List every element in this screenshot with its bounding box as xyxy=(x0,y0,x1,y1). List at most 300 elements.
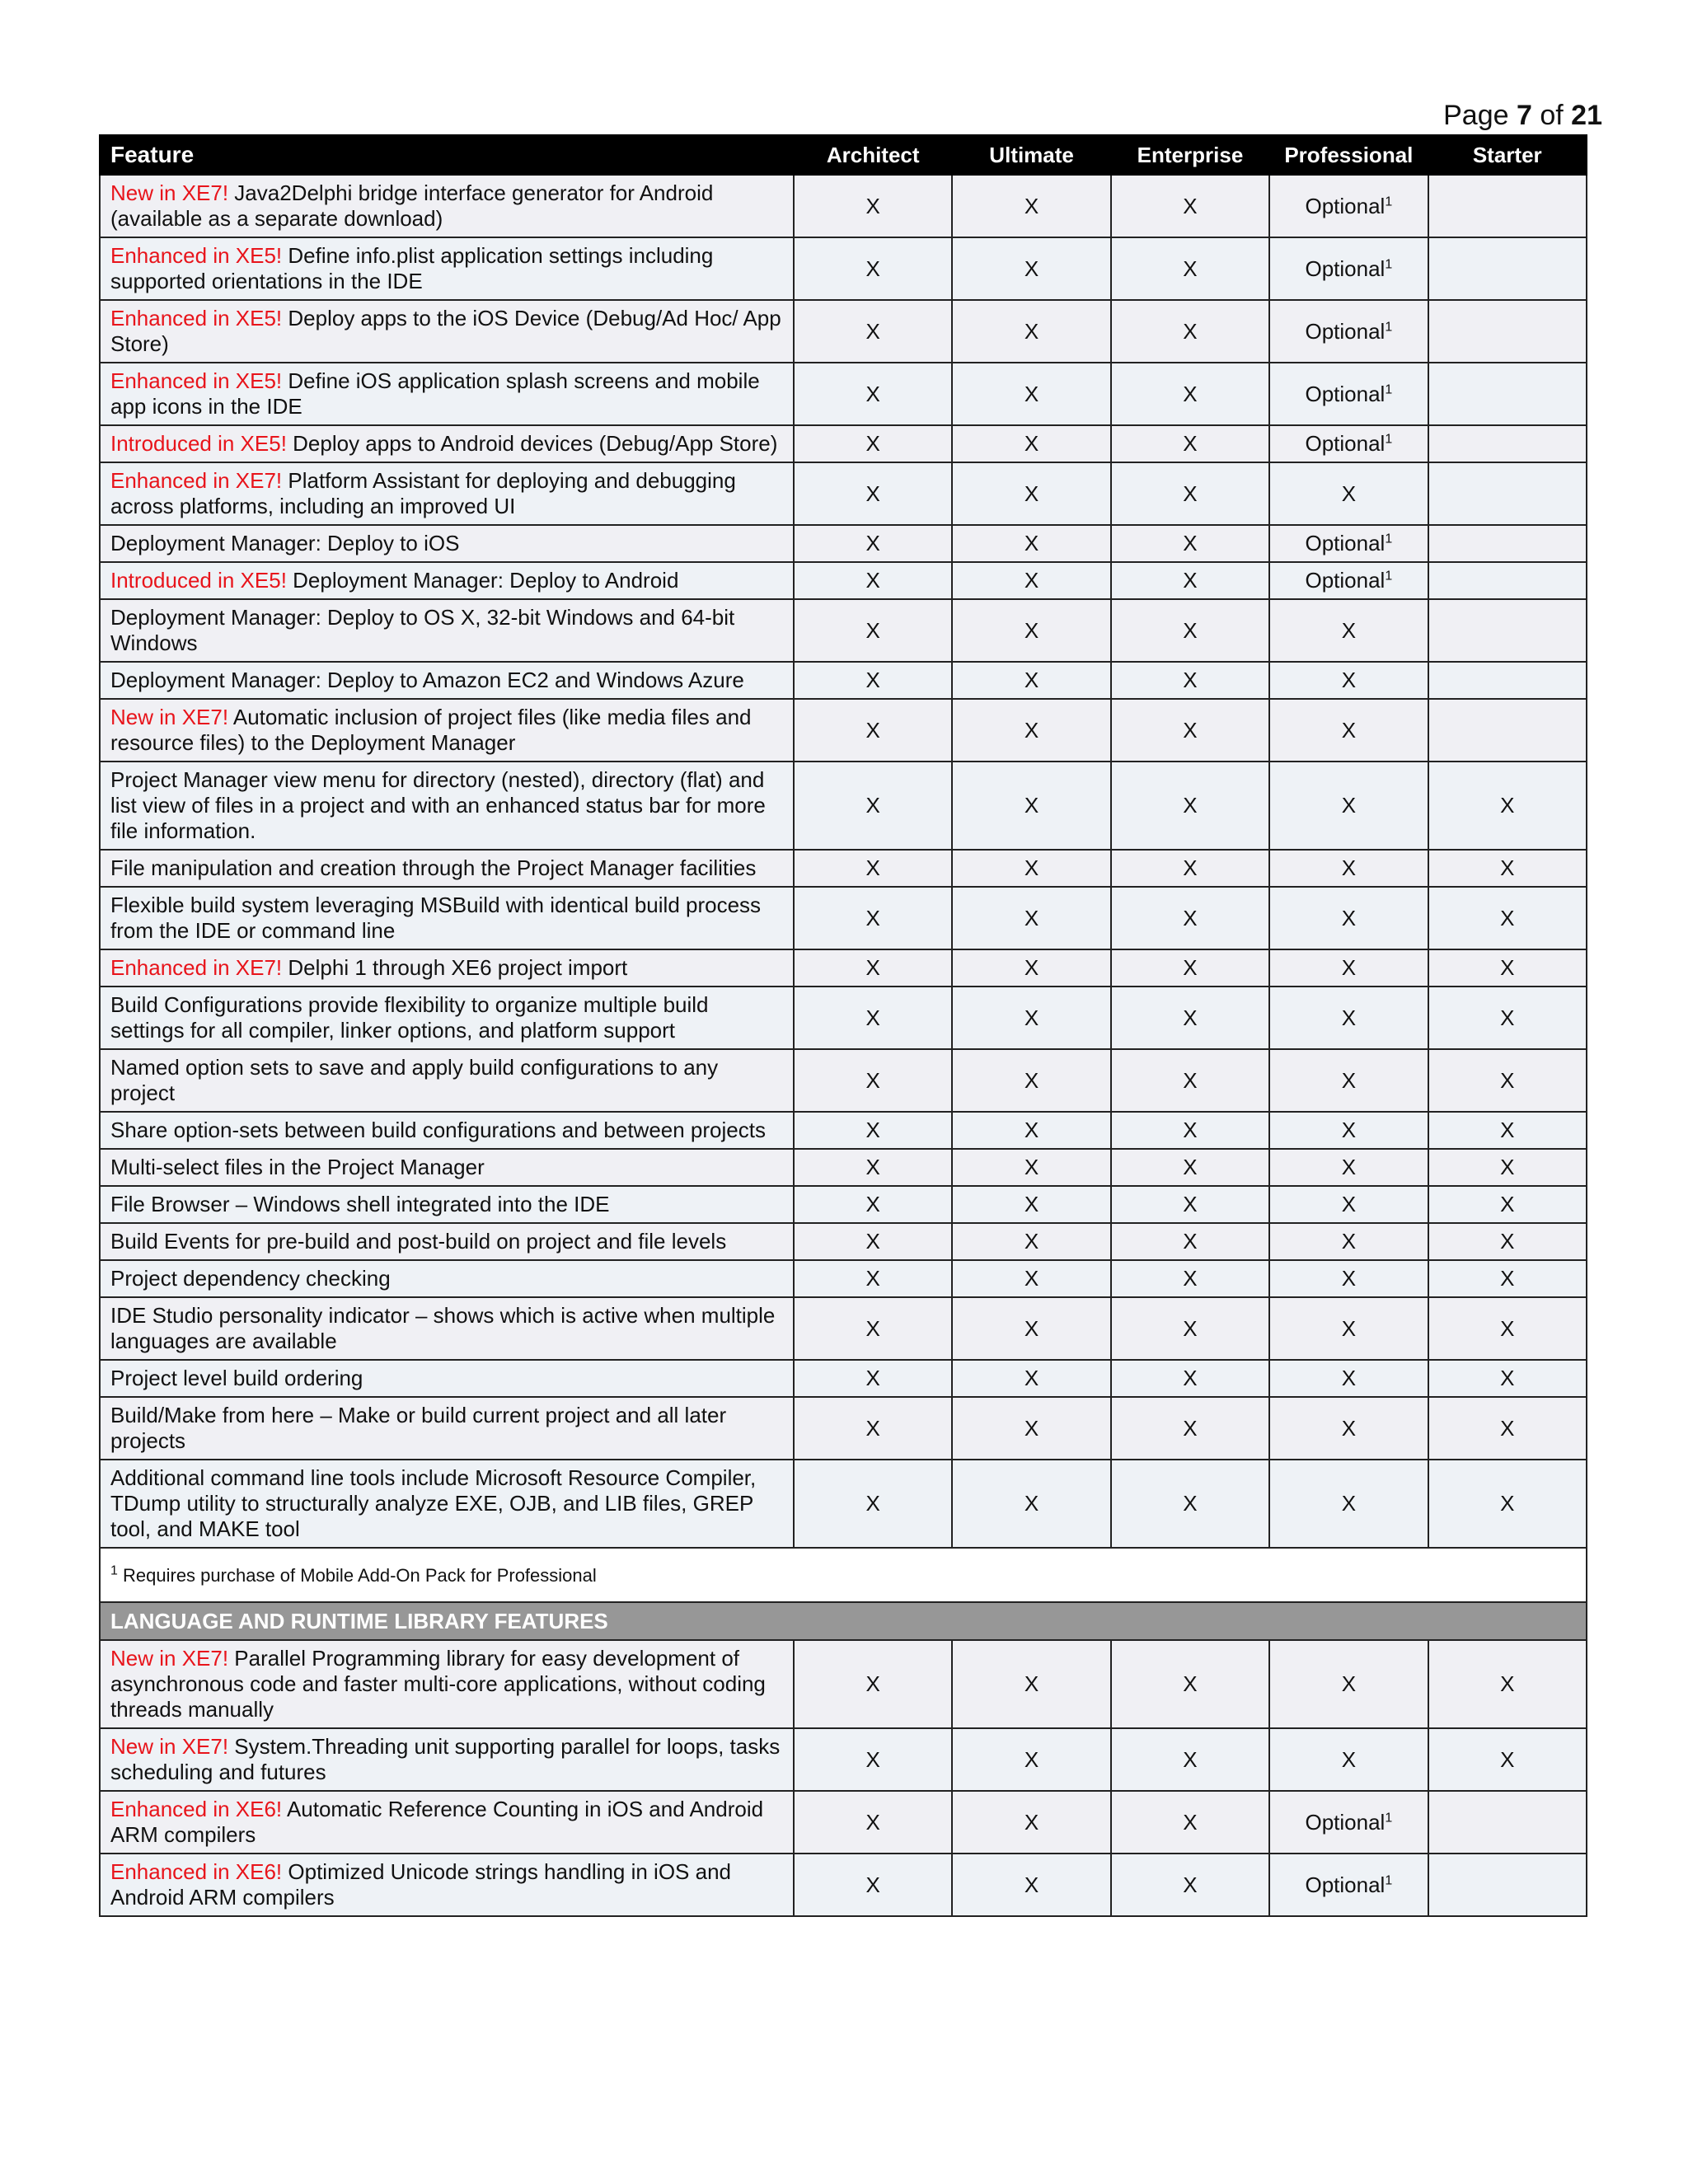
feature-cell xyxy=(100,1186,794,1223)
header-feature: Feature xyxy=(100,135,794,175)
edition-mark-cell xyxy=(1428,1640,1587,1728)
edition-mark-cell xyxy=(952,987,1110,1049)
edition-mark-cell xyxy=(1269,887,1428,949)
edition-mark-cell xyxy=(1428,525,1587,562)
edition-mark: X xyxy=(1024,1315,1039,1341)
edition-mark-cell xyxy=(952,1728,1110,1791)
edition-mark-cell xyxy=(1111,1112,1269,1149)
edition-mark: X xyxy=(1183,1366,1198,1390)
edition-mark-cell xyxy=(794,1791,952,1854)
feature-tag: Enhanced in XE5! xyxy=(110,368,283,393)
edition-mark-cell xyxy=(794,1149,952,1186)
feature-tag: New in XE7! xyxy=(110,180,229,205)
edition-mark-cell xyxy=(794,1728,952,1791)
edition-mark-cell xyxy=(1428,1397,1587,1460)
edition-mark: X xyxy=(1500,905,1515,930)
table-row xyxy=(100,949,1587,987)
feature-cell xyxy=(100,525,794,562)
table-row xyxy=(100,562,1587,599)
table-row xyxy=(100,1360,1587,1397)
footnote-ref: 1 xyxy=(1385,319,1393,334)
footnote-ref: 1 xyxy=(1385,1872,1393,1887)
table-row xyxy=(100,363,1587,425)
edition-mark: X xyxy=(1500,1192,1515,1216)
edition-mark: X xyxy=(1024,381,1039,406)
edition-mark-cell xyxy=(794,237,952,300)
edition-mark: X xyxy=(1183,568,1198,593)
footnote-ref: 1 xyxy=(1385,256,1393,271)
edition-mark: X xyxy=(865,855,880,880)
edition-mark-cell xyxy=(1428,1112,1587,1149)
edition-mark-cell xyxy=(1269,949,1428,987)
edition-mark: Optional xyxy=(1305,193,1386,218)
edition-mark: X xyxy=(1183,1155,1198,1179)
table-row xyxy=(100,1728,1587,1791)
edition-mark-cell xyxy=(1111,762,1269,850)
table-row xyxy=(100,1260,1587,1297)
edition-mark-cell xyxy=(1428,949,1587,987)
edition-mark: X xyxy=(1183,905,1198,930)
edition-mark-cell xyxy=(794,562,952,599)
table-row xyxy=(100,1049,1587,1112)
edition-mark: X xyxy=(1024,480,1039,506)
feature-text: System.Threading unit supporting parallel for loops, tasks scheduling and futures xyxy=(110,1734,781,1784)
table-body-ide-features xyxy=(100,175,1587,1548)
edition-mark-cell xyxy=(794,425,952,462)
edition-mark-cell xyxy=(1111,1360,1269,1397)
feature-cell xyxy=(100,363,794,425)
edition-mark-cell xyxy=(1111,699,1269,762)
edition-mark-cell xyxy=(952,562,1110,599)
edition-mark: X xyxy=(865,1067,880,1093)
edition-mark: X xyxy=(865,1229,880,1254)
feature-text: File manipulation and creation through the Project Manager facilities xyxy=(110,855,757,880)
edition-mark-cell xyxy=(1428,662,1587,699)
edition-mark: X xyxy=(1183,855,1198,880)
edition-mark: Optional xyxy=(1305,381,1386,406)
feature-cell xyxy=(100,425,794,462)
edition-mark: X xyxy=(1183,1005,1198,1030)
feature-cell xyxy=(100,887,794,949)
feature-cell xyxy=(100,1640,794,1728)
edition-mark: X xyxy=(1024,1671,1039,1696)
edition-mark-cell xyxy=(1428,462,1587,525)
feature-cell xyxy=(100,237,794,300)
edition-mark-cell xyxy=(1428,562,1587,599)
edition-mark: X xyxy=(865,668,880,692)
edition-mark: Optional xyxy=(1305,531,1386,555)
edition-mark-cell xyxy=(952,1049,1110,1112)
edition-mark-cell xyxy=(952,850,1110,887)
edition-mark: X xyxy=(865,1315,880,1341)
edition-mark: X xyxy=(1024,955,1039,980)
edition-mark-cell xyxy=(1428,1223,1587,1260)
edition-mark-cell xyxy=(952,1186,1110,1223)
edition-mark: X xyxy=(1024,1155,1039,1179)
feature-cell xyxy=(100,949,794,987)
edition-mark: X xyxy=(1024,668,1039,692)
feature-cell xyxy=(100,599,794,662)
edition-mark-cell xyxy=(794,1223,952,1260)
edition-mark: X xyxy=(1183,431,1198,456)
feature-cell xyxy=(100,662,794,699)
edition-mark-cell xyxy=(1111,562,1269,599)
feature-cell xyxy=(100,1297,794,1360)
feature-matrix-table xyxy=(99,134,1587,1917)
edition-mark-cell xyxy=(1428,1049,1587,1112)
edition-mark-cell xyxy=(1269,1186,1428,1223)
edition-mark-cell xyxy=(794,987,952,1049)
edition-mark: X xyxy=(1341,793,1357,818)
edition-mark-cell xyxy=(794,1112,952,1149)
feature-cell xyxy=(100,462,794,525)
edition-mark: X xyxy=(1341,1229,1357,1254)
footnote-cell xyxy=(100,1548,1587,1602)
table-row xyxy=(100,762,1587,850)
edition-mark-cell xyxy=(952,887,1110,949)
edition-mark-cell xyxy=(1111,237,1269,300)
edition-mark-cell xyxy=(1428,363,1587,425)
edition-mark-cell xyxy=(1269,850,1428,887)
edition-mark-cell xyxy=(1428,237,1587,300)
footnote-row xyxy=(100,1548,1587,1602)
edition-mark: X xyxy=(1024,1266,1039,1291)
edition-mark-cell xyxy=(794,1397,952,1460)
edition-mark-cell xyxy=(1428,887,1587,949)
edition-mark-cell xyxy=(1111,1397,1269,1460)
feature-cell xyxy=(100,1460,794,1548)
feature-text: IDE Studio personality indicator – shows which is active when multiple languages are available xyxy=(110,1303,776,1353)
edition-mark-cell xyxy=(1111,987,1269,1049)
page-total: 21 xyxy=(1571,100,1602,131)
edition-mark: X xyxy=(1341,617,1357,643)
edition-mark-cell xyxy=(794,1049,952,1112)
edition-mark: X xyxy=(1183,1872,1198,1897)
header-starter: Starter xyxy=(1428,135,1587,175)
edition-mark: X xyxy=(1183,668,1198,692)
edition-mark-cell xyxy=(1269,425,1428,462)
edition-mark: X xyxy=(865,617,880,643)
edition-mark: X xyxy=(1500,1005,1515,1030)
edition-mark-cell xyxy=(952,237,1110,300)
header-ultimate: Ultimate xyxy=(952,135,1110,175)
edition-mark-cell xyxy=(952,662,1110,699)
edition-mark-cell xyxy=(1111,300,1269,363)
edition-mark: X xyxy=(865,431,880,456)
feature-cell xyxy=(100,1049,794,1112)
edition-mark-cell xyxy=(1111,1186,1269,1223)
edition-mark: X xyxy=(1500,1266,1515,1291)
edition-mark: Optional xyxy=(1305,318,1386,344)
edition-mark-cell xyxy=(794,762,952,850)
edition-mark-cell xyxy=(1269,462,1428,525)
edition-mark: X xyxy=(1183,1491,1198,1516)
edition-mark: X xyxy=(865,1746,880,1772)
feature-text: Define iOS application splash screens and mobile app icons in the IDE xyxy=(110,368,760,419)
feature-tag: New in XE7! xyxy=(110,1646,229,1671)
edition-mark: X xyxy=(1500,1229,1515,1254)
edition-mark: Optional xyxy=(1305,255,1386,281)
edition-mark-cell xyxy=(1428,987,1587,1049)
edition-mark: X xyxy=(865,193,880,218)
feature-tag: Introduced in XE5! xyxy=(110,431,287,456)
edition-mark-cell xyxy=(794,1297,952,1360)
edition-mark: X xyxy=(1500,855,1515,880)
edition-mark: X xyxy=(865,568,880,593)
edition-mark: X xyxy=(1341,1192,1357,1216)
edition-mark: X xyxy=(1024,1118,1039,1142)
footnote-ref: 1 xyxy=(1385,432,1393,447)
edition-mark-cell xyxy=(1428,1360,1587,1397)
edition-mark-cell xyxy=(1111,363,1269,425)
edition-mark-cell xyxy=(1111,175,1269,237)
header-enterprise: Enterprise xyxy=(1111,135,1269,175)
feature-text: Java2Delphi bridge interface generator for Android (available as a separate download) xyxy=(110,180,714,231)
edition-mark-cell xyxy=(1269,525,1428,562)
feature-cell xyxy=(100,1728,794,1791)
edition-mark-cell xyxy=(1269,699,1428,762)
edition-mark: X xyxy=(1341,480,1357,506)
edition-mark: X xyxy=(865,381,880,406)
edition-mark: X xyxy=(1183,1266,1198,1291)
feature-text: Project dependency checking xyxy=(110,1266,391,1291)
edition-mark: X xyxy=(1024,855,1039,880)
edition-mark-cell xyxy=(952,175,1110,237)
edition-mark-cell xyxy=(1269,175,1428,237)
feature-text: Share option-sets between build configurations and between projects xyxy=(110,1118,766,1142)
edition-mark-cell xyxy=(794,1260,952,1297)
edition-mark-cell xyxy=(1111,887,1269,949)
footnote-text: Requires purchase of Mobile Add-On Pack for Professional xyxy=(117,1564,597,1586)
edition-mark-cell xyxy=(1269,1728,1428,1791)
page-current: 7 xyxy=(1516,100,1532,131)
edition-mark-cell xyxy=(952,300,1110,363)
edition-mark: X xyxy=(1024,1067,1039,1093)
feature-text: Flexible build system leveraging MSBuild with identical build process from the IDE or command line xyxy=(110,893,762,943)
edition-mark-cell xyxy=(1428,850,1587,887)
feature-tag: Enhanced in XE6! xyxy=(110,1797,283,1821)
edition-mark: X xyxy=(1341,1067,1357,1093)
feature-text: Automatic inclusion of project files (like media files and resource files) to the Deployment Manager xyxy=(110,705,752,755)
edition-mark: X xyxy=(1341,717,1357,743)
edition-mark-cell xyxy=(1269,599,1428,662)
edition-mark-cell xyxy=(952,1223,1110,1260)
edition-mark-cell xyxy=(952,425,1110,462)
edition-mark-cell xyxy=(794,363,952,425)
edition-mark: X xyxy=(1024,1746,1039,1772)
feature-cell xyxy=(100,175,794,237)
edition-mark-cell xyxy=(1111,1297,1269,1360)
edition-mark-cell xyxy=(952,525,1110,562)
edition-mark-cell xyxy=(1111,1640,1269,1728)
table-row xyxy=(100,887,1587,949)
edition-mark: X xyxy=(1341,1491,1357,1516)
edition-mark-cell xyxy=(1428,699,1587,762)
feature-text: Multi-select files in the Project Manager xyxy=(110,1155,485,1179)
feature-tag: New in XE7! xyxy=(110,705,229,729)
edition-mark: X xyxy=(1500,793,1515,818)
feature-cell xyxy=(100,300,794,363)
edition-mark: X xyxy=(1500,1746,1515,1772)
edition-mark-cell xyxy=(1269,300,1428,363)
edition-mark-cell xyxy=(1269,1460,1428,1548)
edition-mark-cell xyxy=(1269,762,1428,850)
edition-mark-cell xyxy=(1111,850,1269,887)
edition-mark-cell xyxy=(1269,1397,1428,1460)
edition-mark: X xyxy=(1183,1315,1198,1341)
edition-mark: X xyxy=(1500,1415,1515,1441)
edition-mark: X xyxy=(1183,480,1198,506)
edition-mark: X xyxy=(1341,1118,1357,1142)
table-body-language-features xyxy=(100,1640,1587,1916)
edition-mark: X xyxy=(1183,1671,1198,1696)
table-row xyxy=(100,1460,1587,1548)
edition-mark: X xyxy=(865,1415,880,1441)
feature-tag: Introduced in XE5! xyxy=(110,568,287,593)
edition-mark-cell xyxy=(1111,1223,1269,1260)
edition-mark: X xyxy=(1024,193,1039,218)
feature-cell xyxy=(100,1260,794,1297)
edition-mark: X xyxy=(865,1266,880,1291)
feature-cell xyxy=(100,1223,794,1260)
edition-mark-cell xyxy=(1428,175,1587,237)
table-row xyxy=(100,1112,1587,1149)
table-row xyxy=(100,662,1587,699)
edition-mark-cell xyxy=(1269,1360,1428,1397)
footnote-ref: 1 xyxy=(1385,194,1393,209)
feature-tag: Enhanced in XE5! xyxy=(110,243,283,268)
footnote-ref: 1 xyxy=(1385,569,1393,583)
edition-mark-cell xyxy=(952,1397,1110,1460)
edition-mark-cell xyxy=(1428,1854,1587,1916)
edition-mark: X xyxy=(1183,1415,1198,1441)
edition-mark: X xyxy=(865,905,880,930)
feature-tag: New in XE7! xyxy=(110,1734,229,1759)
feature-cell xyxy=(100,762,794,850)
edition-mark-cell xyxy=(952,462,1110,525)
edition-mark-cell xyxy=(1428,1791,1587,1854)
edition-mark: X xyxy=(1500,1067,1515,1093)
edition-mark: X xyxy=(1500,1366,1515,1390)
edition-mark-cell xyxy=(794,599,952,662)
edition-mark-cell xyxy=(952,1854,1110,1916)
edition-mark-cell xyxy=(1111,1854,1269,1916)
edition-mark: X xyxy=(1024,431,1039,456)
edition-mark-cell xyxy=(1111,662,1269,699)
edition-mark-cell xyxy=(794,887,952,949)
table-row xyxy=(100,1223,1587,1260)
edition-mark-cell xyxy=(1428,425,1587,462)
edition-mark-cell xyxy=(794,1854,952,1916)
edition-mark: X xyxy=(1341,955,1357,980)
edition-mark-cell xyxy=(794,1640,952,1728)
edition-mark-cell xyxy=(1111,1460,1269,1548)
footnote-ref: 1 xyxy=(1385,1810,1393,1825)
feature-text: File Browser – Windows shell integrated into the IDE xyxy=(110,1192,610,1216)
table-row xyxy=(100,1640,1587,1728)
table-row xyxy=(100,462,1587,525)
edition-mark-cell xyxy=(794,300,952,363)
feature-text: Optimized Unicode strings handling in iOS and Android ARM compilers xyxy=(110,1859,732,1910)
table-row xyxy=(100,1149,1587,1186)
feature-text: Build Events for pre-build and post-build on project and file levels xyxy=(110,1229,727,1254)
edition-mark: X xyxy=(1341,1155,1357,1179)
edition-mark-cell xyxy=(952,1260,1110,1297)
edition-mark-cell xyxy=(1428,599,1587,662)
edition-mark-cell xyxy=(794,525,952,562)
edition-mark-cell xyxy=(1111,949,1269,987)
table-body-footnote xyxy=(100,1548,1587,1640)
feature-text: Deployment Manager: Deploy to Android xyxy=(286,568,679,593)
edition-mark: X xyxy=(865,1872,880,1897)
edition-mark: X xyxy=(1024,1366,1039,1390)
edition-mark-cell xyxy=(1111,1791,1269,1854)
edition-mark: X xyxy=(1183,1118,1198,1142)
edition-mark-cell xyxy=(952,1460,1110,1548)
edition-mark: X xyxy=(1500,1491,1515,1516)
table-row xyxy=(100,850,1587,887)
edition-mark: X xyxy=(1024,793,1039,818)
page-label: Page xyxy=(1443,100,1509,131)
footnote-ref: 1 xyxy=(1385,532,1393,546)
feature-cell xyxy=(100,562,794,599)
edition-mark-cell xyxy=(952,699,1110,762)
edition-mark-cell xyxy=(1269,1297,1428,1360)
edition-mark: X xyxy=(1500,1671,1515,1696)
edition-mark-cell xyxy=(1111,462,1269,525)
edition-mark-cell xyxy=(1269,1260,1428,1297)
feature-cell xyxy=(100,987,794,1049)
edition-mark: X xyxy=(1341,668,1357,692)
edition-mark-cell xyxy=(1269,662,1428,699)
edition-mark: X xyxy=(865,1366,880,1390)
edition-mark: X xyxy=(1183,1067,1198,1093)
edition-mark: X xyxy=(1183,1229,1198,1254)
edition-mark: X xyxy=(1183,531,1198,555)
edition-mark: X xyxy=(865,1491,880,1516)
edition-mark: X xyxy=(1024,1005,1039,1030)
feature-text: Deployment Manager: Deploy to iOS xyxy=(110,531,460,555)
edition-mark: X xyxy=(1341,1005,1357,1030)
edition-mark: Optional xyxy=(1305,1872,1386,1897)
edition-mark: X xyxy=(1024,1192,1039,1216)
edition-mark-cell xyxy=(1269,237,1428,300)
edition-mark: X xyxy=(1024,1872,1039,1897)
feature-cell xyxy=(100,1112,794,1149)
table-row xyxy=(100,300,1587,363)
edition-mark-cell xyxy=(952,1360,1110,1397)
edition-mark-cell xyxy=(794,850,952,887)
feature-tag: Enhanced in XE6! xyxy=(110,1859,283,1884)
edition-mark: X xyxy=(1183,381,1198,406)
edition-mark: X xyxy=(865,1005,880,1030)
page-number xyxy=(1443,100,1602,132)
edition-mark: X xyxy=(1024,1229,1039,1254)
edition-mark: X xyxy=(1183,1809,1198,1835)
edition-mark-cell xyxy=(1428,1297,1587,1360)
edition-mark-cell xyxy=(1269,1149,1428,1186)
footnote-marker: 1 xyxy=(110,1563,118,1578)
edition-mark: X xyxy=(865,1192,880,1216)
table-row xyxy=(100,987,1587,1049)
edition-mark-cell xyxy=(1428,1728,1587,1791)
edition-mark-cell xyxy=(952,1297,1110,1360)
edition-mark-cell xyxy=(1269,1223,1428,1260)
edition-mark-cell xyxy=(794,662,952,699)
feature-text: Deployment Manager: Deploy to OS X, 32-bit Windows and 64-bit Windows xyxy=(110,605,735,655)
edition-mark: X xyxy=(1183,1746,1198,1772)
feature-text: Automatic Reference Counting in iOS and Android ARM compilers xyxy=(110,1797,764,1847)
